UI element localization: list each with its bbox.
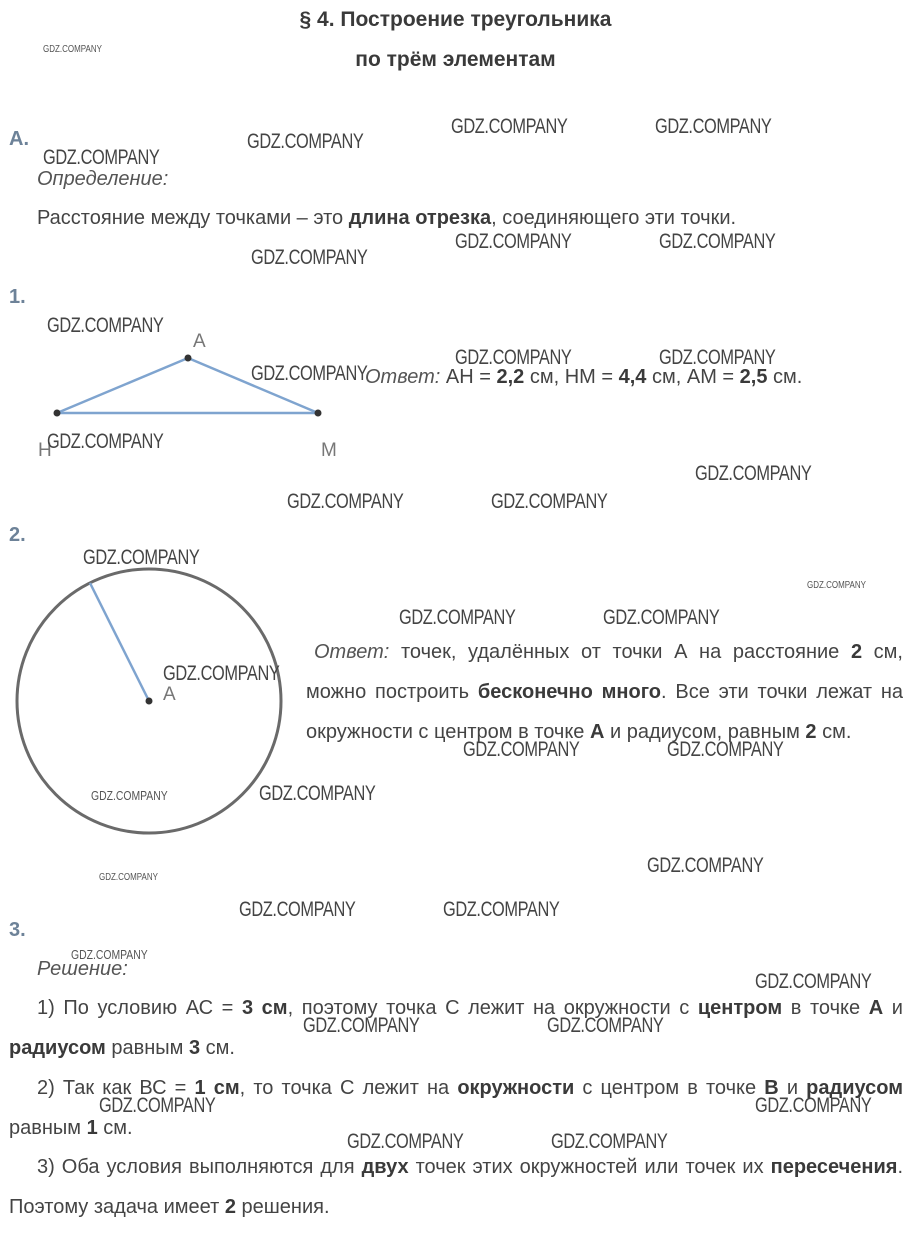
watermark: GDZ.COMPANY bbox=[547, 1014, 664, 1037]
task-1-number: 1. bbox=[9, 286, 26, 308]
point-a bbox=[185, 355, 192, 362]
watermark: GDZ.COMPANY bbox=[443, 898, 560, 921]
solution-step-3: 3) Оба условия выполняются для двух точек этих окружностей или точек их пересечения. Поэтому задача имеет 2 решения. bbox=[9, 1156, 904, 1218]
label-point-h: H bbox=[38, 440, 52, 461]
solution-step-2: 2) Так как ВС = 1 см, то точка С лежит на окружности с центром в точке В и радиусом равным 1 см. bbox=[9, 1077, 903, 1139]
watermark: GDZ.COMPANY bbox=[47, 314, 164, 337]
definition-text: Расстояние между точками – это длина отрезка, соединяющего эти точки. bbox=[37, 207, 737, 229]
definition-label: Определение: bbox=[37, 168, 169, 190]
watermark: GDZ.COMPANY bbox=[451, 115, 568, 138]
watermark: GDZ.COMPANY bbox=[551, 1130, 668, 1153]
watermark-small: GDZ.COMPANY bbox=[71, 947, 148, 962]
label-circle-center: A bbox=[163, 684, 176, 705]
watermark: GDZ.COMPANY bbox=[287, 490, 404, 513]
watermark-small: GDZ.COMPANY bbox=[99, 872, 158, 883]
watermark: GDZ.COMPANY bbox=[239, 898, 356, 921]
section-a-label: А. bbox=[9, 128, 29, 150]
watermark: GDZ.COMPANY bbox=[251, 362, 368, 385]
watermark-small: GDZ.COMPANY bbox=[43, 44, 102, 55]
watermark: GDZ.COMPANY bbox=[43, 146, 160, 169]
watermark: GDZ.COMPANY bbox=[603, 606, 720, 629]
watermark-small: GDZ.COMPANY bbox=[807, 580, 866, 591]
watermark: GDZ.COMPANY bbox=[695, 462, 812, 485]
task-2-answer: Ответ: точек, удалённых от точки А на расстояние 2 см, можно построить бесконечно много. Все эти точки лежат на окружности с центром в точке А и радиусом, равным 2 см. bbox=[306, 641, 904, 743]
watermark: GDZ.COMPANY bbox=[755, 970, 872, 993]
page-title: § 4. Построение треугольника bbox=[299, 8, 612, 31]
segment-ha bbox=[57, 358, 188, 413]
watermark: GDZ.COMPANY bbox=[667, 738, 784, 761]
solution-step-1: 1) По условию АС = 3 см, поэтому точка С лежит на окружности с центром в точке А и радиусом равным 3 см. bbox=[9, 997, 903, 1059]
page-subtitle: по трём элементам bbox=[355, 48, 556, 71]
task-2-number: 2. bbox=[9, 524, 26, 546]
watermark: GDZ.COMPANY bbox=[247, 130, 364, 153]
label-point-m: M bbox=[321, 440, 337, 461]
task-3-number: 3. bbox=[9, 919, 26, 941]
watermark-small: GDZ.COMPANY bbox=[91, 788, 168, 803]
watermark: GDZ.COMPANY bbox=[659, 346, 776, 369]
watermark: GDZ.COMPANY bbox=[303, 1014, 420, 1037]
watermark: GDZ.COMPANY bbox=[399, 606, 516, 629]
task-1-answer: Ответ: AH = 2,2 см, HM = 4,4 см, AM = 2,5 см. bbox=[365, 366, 803, 388]
watermark: GDZ.COMPANY bbox=[455, 230, 572, 253]
solution-label: Решение: bbox=[37, 958, 128, 980]
watermark: GDZ.COMPANY bbox=[47, 430, 164, 453]
watermark: GDZ.COMPANY bbox=[259, 782, 376, 805]
watermark: GDZ.COMPANY bbox=[655, 115, 772, 138]
label-point-a: A bbox=[193, 331, 206, 352]
circle-center-point bbox=[146, 698, 153, 705]
watermark: GDZ.COMPANY bbox=[647, 854, 764, 877]
point-h bbox=[54, 410, 61, 417]
point-m bbox=[315, 410, 322, 417]
watermark: GDZ.COMPANY bbox=[163, 662, 280, 685]
watermark: GDZ.COMPANY bbox=[491, 490, 608, 513]
watermark: GDZ.COMPANY bbox=[99, 1094, 216, 1117]
watermark: GDZ.COMPANY bbox=[455, 346, 572, 369]
radius-segment bbox=[90, 583, 149, 701]
watermark: GDZ.COMPANY bbox=[659, 230, 776, 253]
watermark: GDZ.COMPANY bbox=[463, 738, 580, 761]
watermark: GDZ.COMPANY bbox=[755, 1094, 872, 1117]
watermark: GDZ.COMPANY bbox=[83, 546, 200, 569]
watermark: GDZ.COMPANY bbox=[347, 1130, 464, 1153]
watermark: GDZ.COMPANY bbox=[251, 246, 368, 269]
